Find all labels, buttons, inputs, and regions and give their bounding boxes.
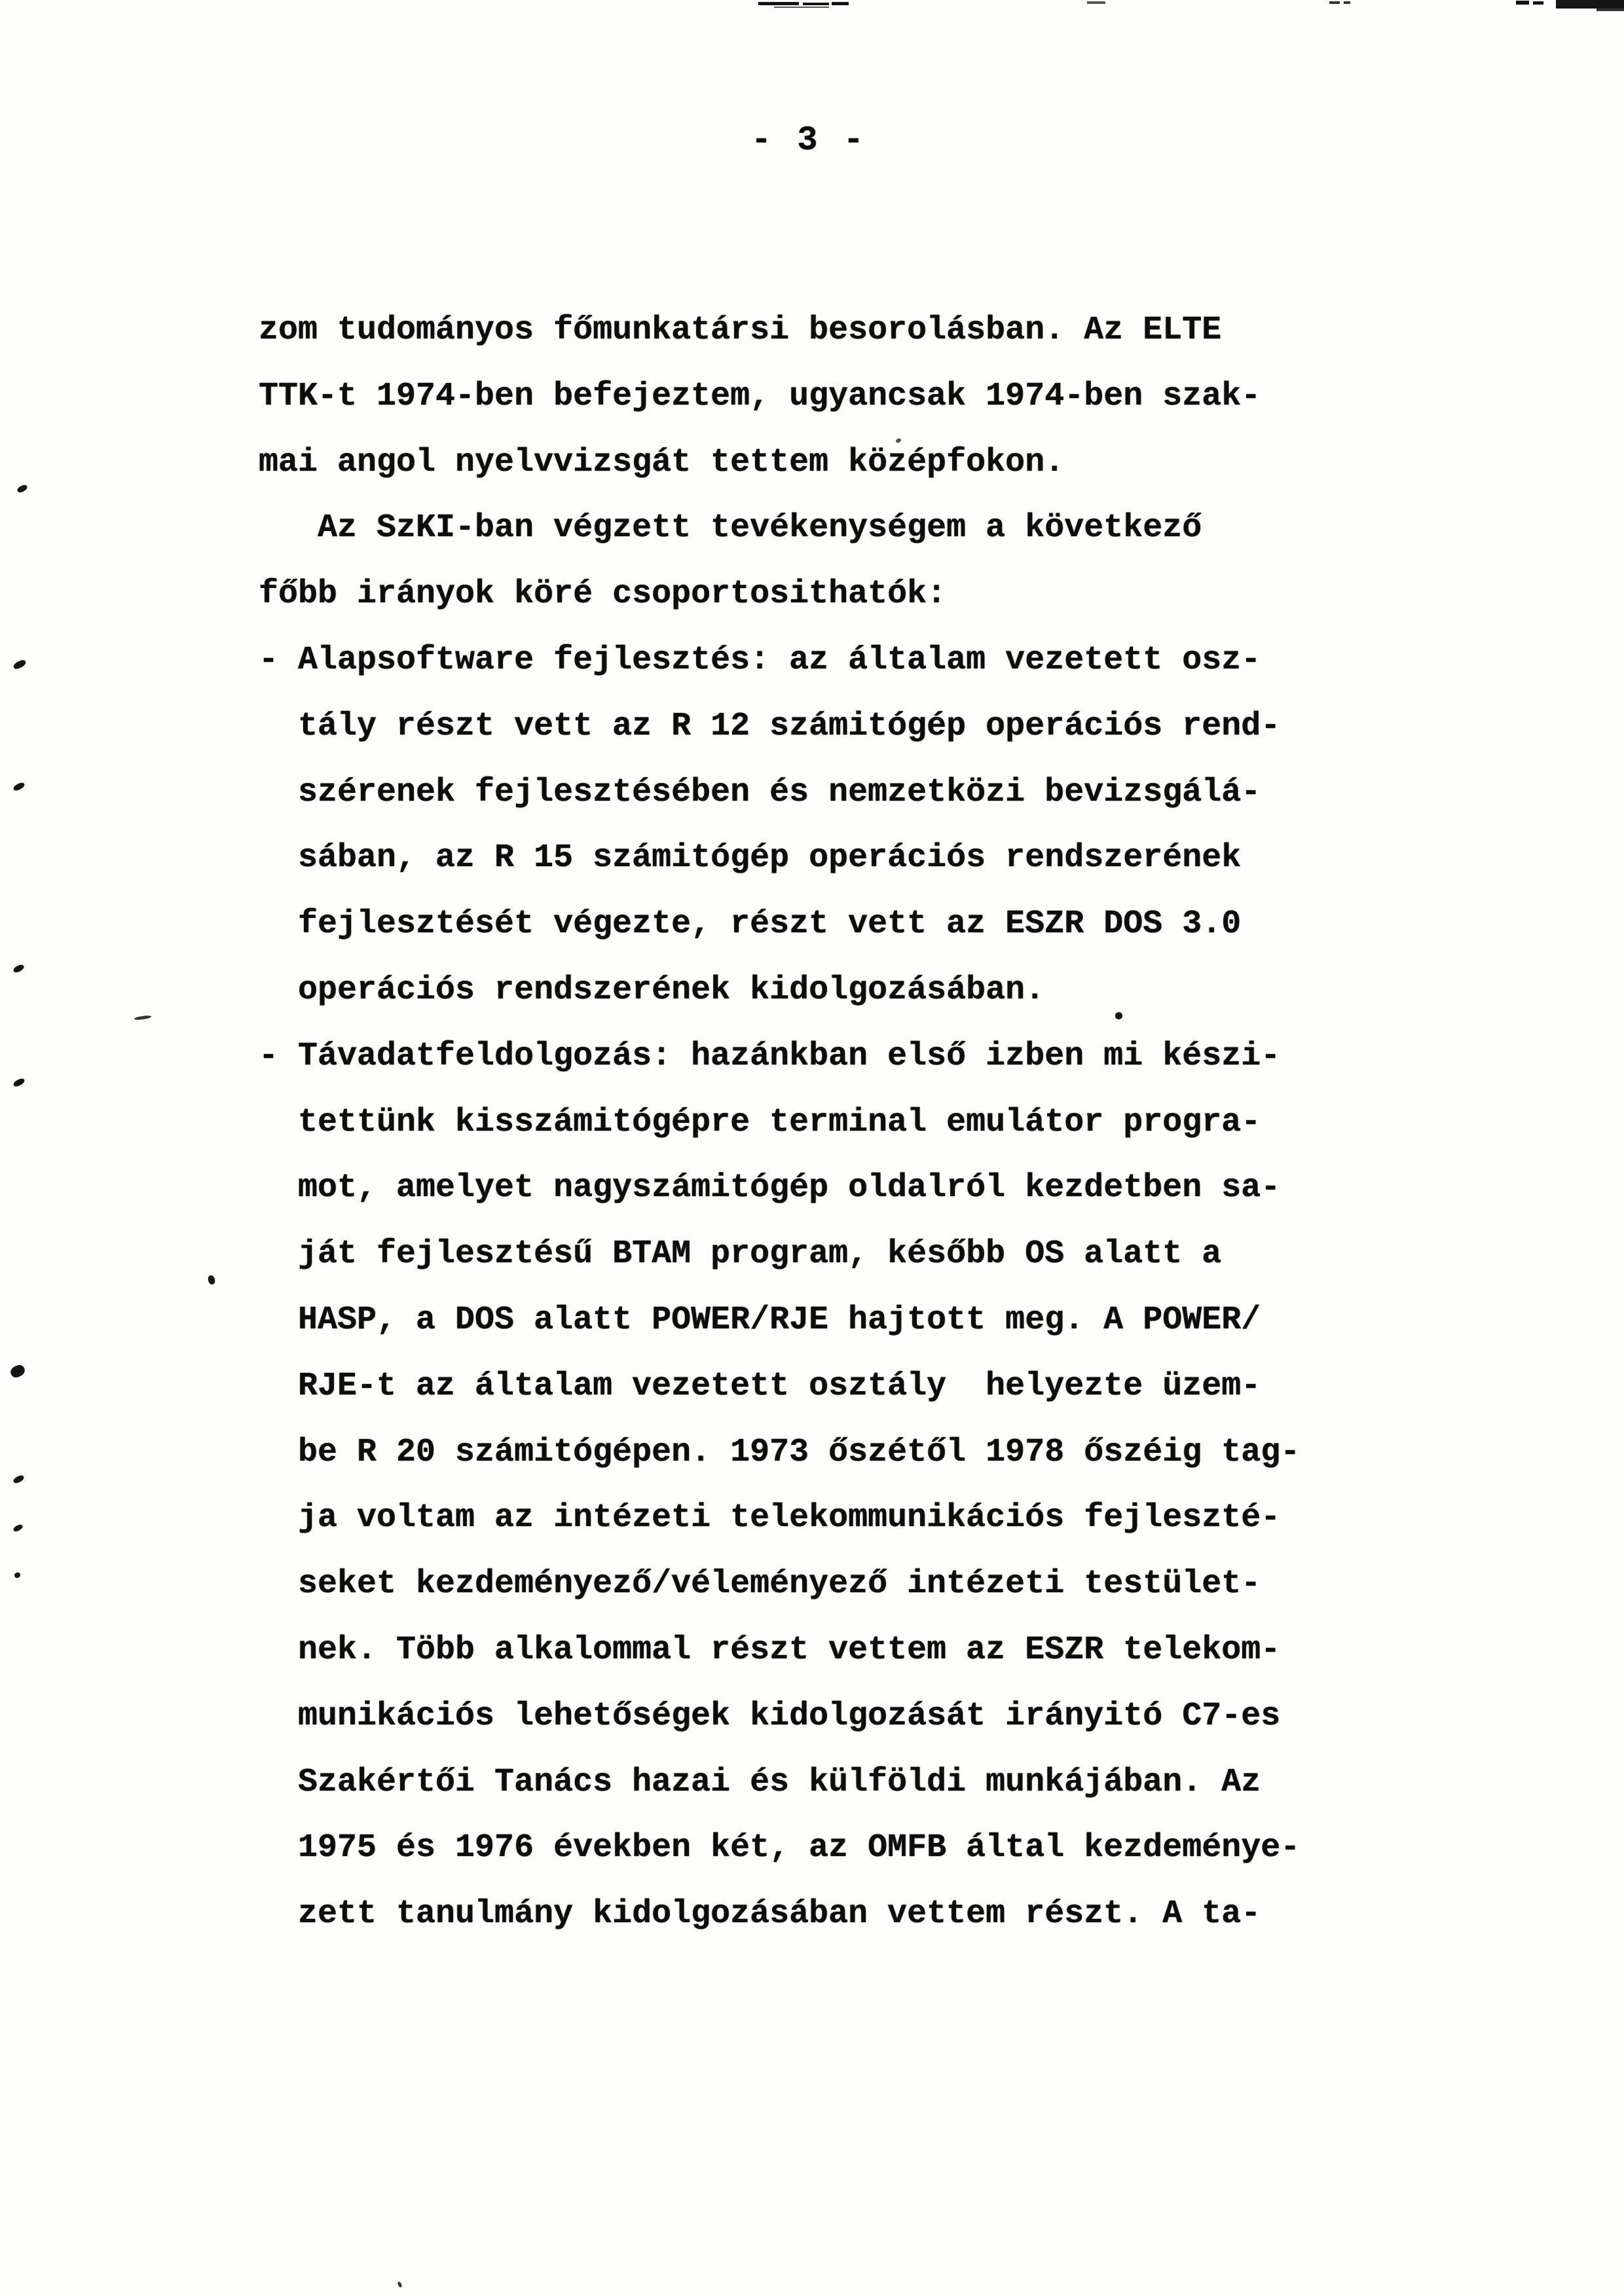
scan-line-artifact (774, 7, 829, 8)
text-line: 1975 és 1976 években két, az OMFB által kezdeménye- (259, 1829, 1301, 1867)
text-line: seket kezdeményező/véleményező intézeti testület- (259, 1565, 1261, 1603)
text-line: - Alapsoftware fejlesztés: az általam vezetett osz- (259, 641, 1261, 679)
scan-line-artifact (832, 2, 849, 5)
text-line: ja voltam az intézeti telekommunikációs fejleszté- (259, 1499, 1281, 1537)
text-line: szérenek fejlesztésében és nemzetközi bevizsgálá- (259, 773, 1261, 811)
text-line: sában, az R 15 számitógép operációs rendszerének (259, 839, 1242, 877)
scan-line-artifact (1556, 0, 1624, 9)
text-line: TTK-t 1974-ben befejeztem, ugyancsak 1974-ben szak- (259, 377, 1261, 415)
text-line: mai angol nyelvvizsgát tettem középfokon. (259, 443, 1065, 481)
scan-line-artifact (1344, 1, 1350, 4)
text-line: Szakértői Tanács hazai és külföldi munkájában. Az (259, 1763, 1261, 1801)
scan-line-artifact (758, 2, 799, 5)
text-line: Az SzKI-ban végzett tevékenységem a következő (259, 509, 1202, 547)
text-line: nek. Több alkalommal részt vettem az ESZR telekom- (259, 1631, 1281, 1669)
scan-speck (12, 1077, 26, 1087)
scan-line-artifact (1516, 1, 1529, 5)
scan-line-artifact (1596, 9, 1624, 11)
text-line: RJE-t az általam vezetett osztály helyezte üzem- (259, 1367, 1261, 1405)
text-line: HASP, a DOS alatt POWER/RJE hajtott meg. A POWER/ (259, 1301, 1261, 1339)
text-line: munikációs lehetőségek kidolgozását irányitó C7-es (259, 1697, 1281, 1735)
scan-line-artifact (1329, 1, 1340, 4)
scan-speck (397, 2281, 403, 2287)
scan-speck (9, 1363, 26, 1379)
text-line: be R 20 számitógépen. 1973 őszétől 1978 őszéig tag- (259, 1433, 1301, 1471)
scan-line-artifact (1087, 1, 1105, 4)
scan-speck (207, 1275, 215, 1285)
scan-speck (12, 1523, 24, 1533)
text-line: mot, amelyet nagyszámitógép oldalról kezdetben sa- (259, 1169, 1281, 1207)
text-line: tály részt vett az R 12 számitógép operációs rend- (259, 707, 1281, 745)
scan-speck (12, 659, 27, 670)
scan-line-artifact (1533, 1, 1543, 5)
text-line: tettünk kisszámitógépre terminal emulátor progra- (259, 1103, 1261, 1141)
page-number: - 3 - (750, 121, 867, 160)
text-line: zom tudományos főmunkatársi besorolásban. Az ELTE (259, 312, 1222, 349)
scan-speck (14, 1571, 22, 1578)
text-line: fejlesztését végezte, részt vett az ESZR DOS 3.0 (259, 905, 1242, 943)
scan-speck (12, 964, 25, 974)
scan-speck (134, 1015, 151, 1021)
scan-speck (12, 781, 26, 792)
text-line: főbb irányok köré csoportosithatók: (259, 575, 947, 613)
text-line: zett tanulmány kidolgozásában vettem részt. A ta- (259, 1895, 1261, 1933)
scan-speck (16, 484, 28, 494)
text-line: - Távadatfeldolgozás: hazánkban első izben mi készi- (259, 1037, 1281, 1075)
body-text (259, 298, 1300, 1948)
scan-line-artifact (803, 3, 829, 5)
text-line: operációs rendszerének kidolgozásában. (259, 971, 1045, 1009)
text-line: ját fejlesztésű BTAM program, később OS alatt a (259, 1235, 1222, 1273)
scan-speck (12, 1474, 25, 1485)
